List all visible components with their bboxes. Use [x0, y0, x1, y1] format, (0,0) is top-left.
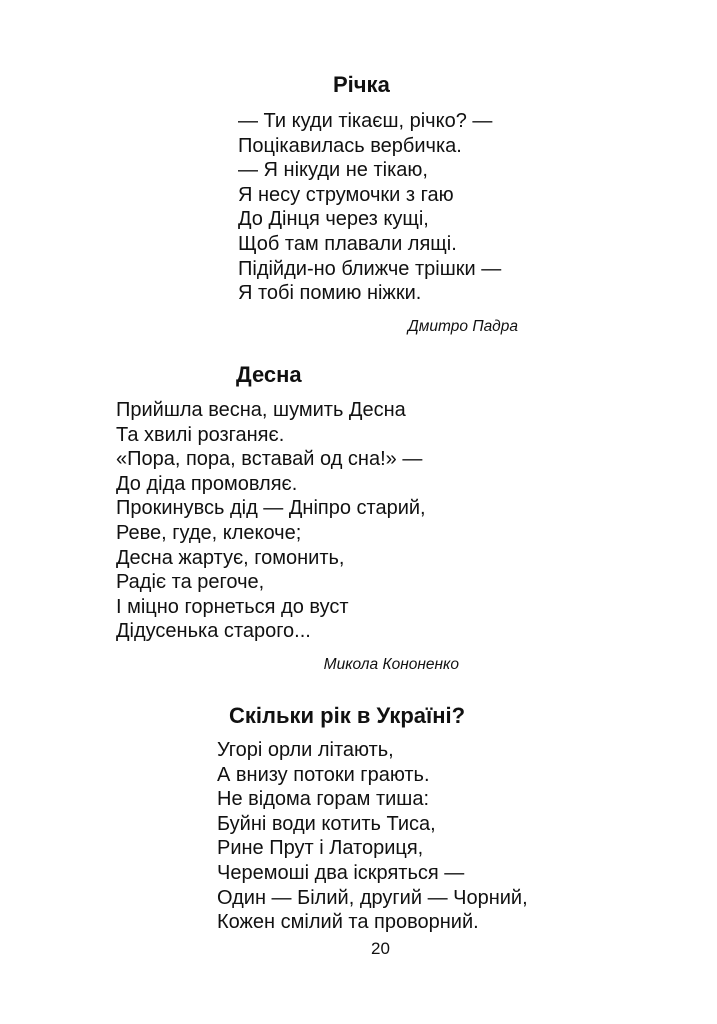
poem-line: І міцно горнеться до вуст	[116, 595, 349, 618]
poem-line: «Пора, пора, вставай од сна!» —	[116, 448, 423, 471]
poem-line: Радіє та регоче,	[116, 571, 265, 594]
poem-line: — Я нікуди не тікаю,	[238, 159, 428, 182]
poem-line: Черемоші два іскряться —	[217, 861, 465, 884]
poem-author: Микола Кононенко	[323, 656, 459, 673]
poem-body	[116, 398, 426, 644]
poem-line: Та хвилі розганяє.	[116, 423, 285, 446]
poem-line: До діда промовляє.	[116, 472, 298, 495]
poem-line: Прийшла весна, шумить Десна	[116, 399, 406, 421]
poem-line: Я тобі помию ніжки.	[238, 282, 422, 305]
poem-body	[238, 109, 501, 306]
poem-body	[217, 738, 528, 935]
poem-line: — Ти куди тікаєш, річко? —	[238, 110, 493, 132]
poem-title: Річка	[333, 72, 390, 97]
poem-line: Реве, гуде, клекоче;	[116, 521, 302, 544]
poem-line: Кожен смілий та проворний.	[217, 911, 479, 934]
poem-line: Один — Білий, другий — Чорний,	[217, 886, 528, 909]
poem-line: Угорі орли літають,	[217, 739, 394, 761]
poem-line: Дідусенька старого...	[116, 620, 311, 643]
page-number: 20	[371, 939, 390, 958]
poem-line: Підійди-но ближче трішки —	[238, 257, 502, 280]
poem-author: Дмитро Падра	[407, 318, 518, 335]
poem-line: Поцікавилась вербичка.	[238, 134, 462, 157]
poem-line: До Дінця через кущі,	[238, 208, 429, 231]
poem-title: Скільки рік в Україні?	[229, 703, 466, 728]
poem-line: Прокинувсь дід — Дніпро старий,	[116, 497, 426, 520]
poem-line: Десна жартує, гомонить,	[116, 546, 345, 569]
poem-line: Я несу струмочки з гаю	[238, 183, 454, 206]
poem-line: Рине Прут і Латориця,	[217, 837, 424, 860]
poem-title: Десна	[236, 362, 302, 387]
poem-line: А внизу потоки грають.	[217, 763, 430, 786]
poem-line: Щоб там плавали лящі.	[238, 232, 457, 255]
poem-line: Не відома горам тиша:	[217, 788, 430, 811]
poem-line: Буйні води котить Тиса,	[217, 812, 436, 835]
